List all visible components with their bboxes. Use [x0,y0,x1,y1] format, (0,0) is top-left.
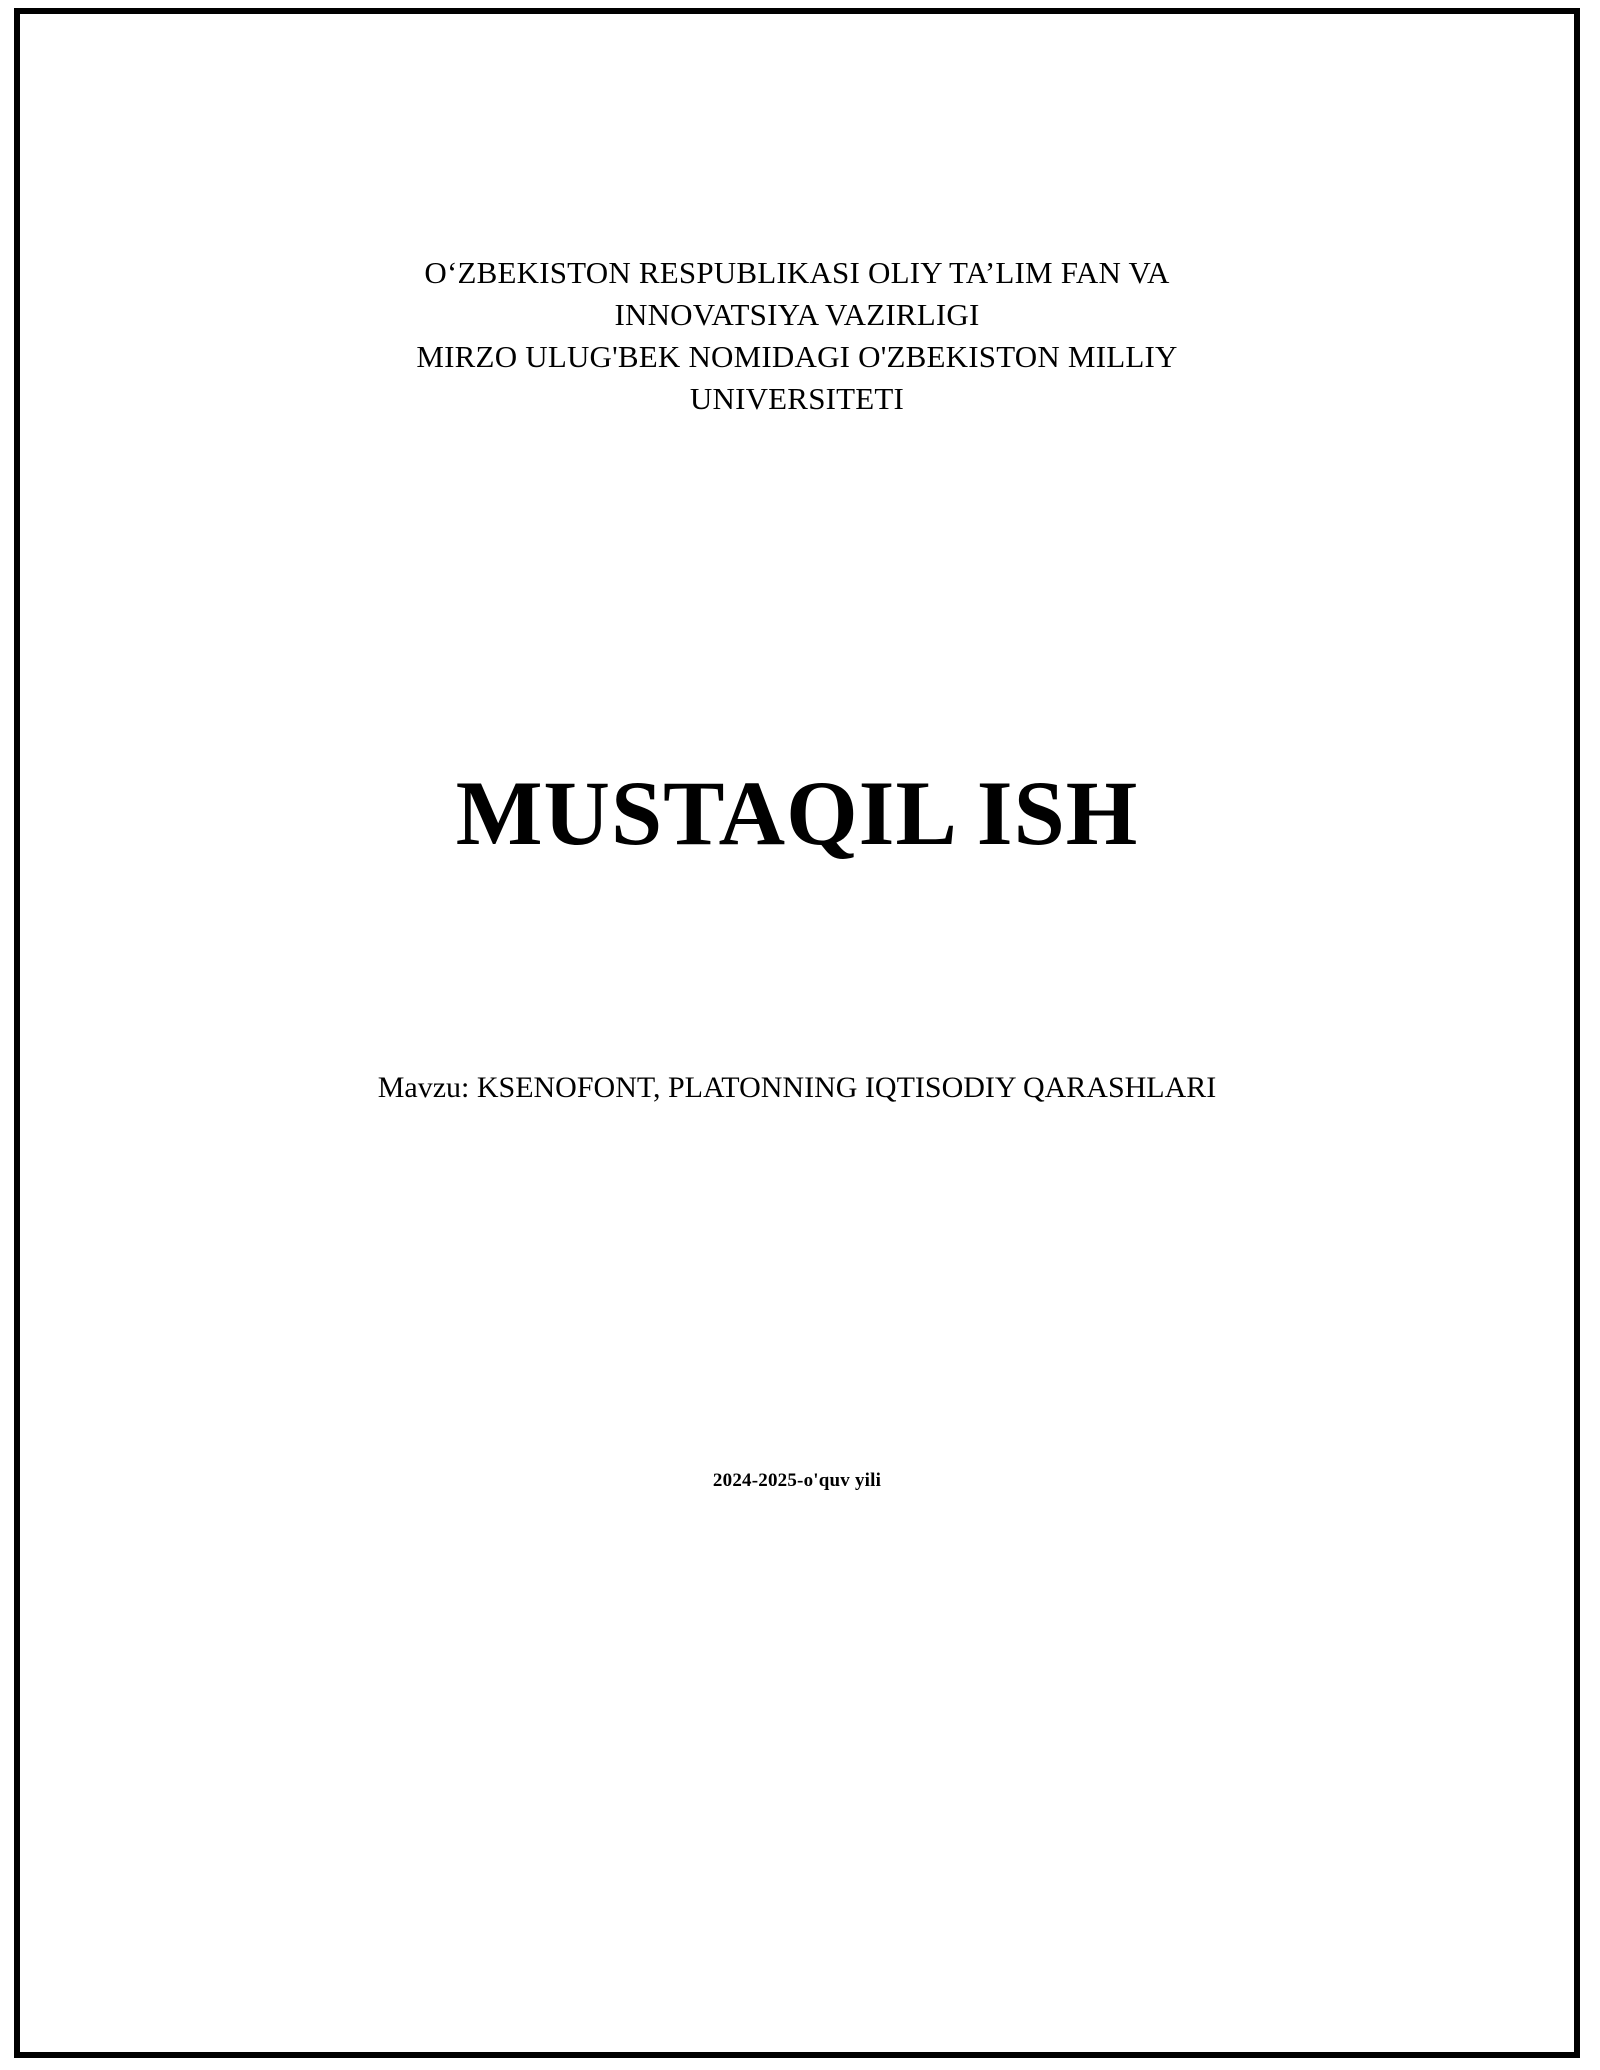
page-border-frame [14,8,1580,2058]
ministry-heading [237,252,1357,421]
subject-value: KSENOFONT, PLATONNING IQTISODIY QARASHLARI [476,1071,1217,1104]
title-page-content [42,30,1552,2036]
page-title: MUSTAQIL ISH [455,762,1139,864]
subject-line [147,1068,1447,1107]
ministry-heading-line-2: INNOVATSIYA VAZIRLIGI [614,297,980,333]
academic-year: 2024-2025-o'quv yili [712,1470,882,1491]
subject-label: Mavzu: [377,1071,470,1104]
page-content-area [42,30,1552,2036]
ministry-heading-line-3: MIRZO ULUG'BEK NOMIDAGI O'ZBEKISTON MILLIY [416,339,1178,375]
ministry-heading-line-4: UNIVERSITETI [689,381,905,417]
ministry-heading-line-1: O‘ZBEKISTON RESPUBLIKASI OLIY TA’LIM FAN VA [424,255,1170,290]
